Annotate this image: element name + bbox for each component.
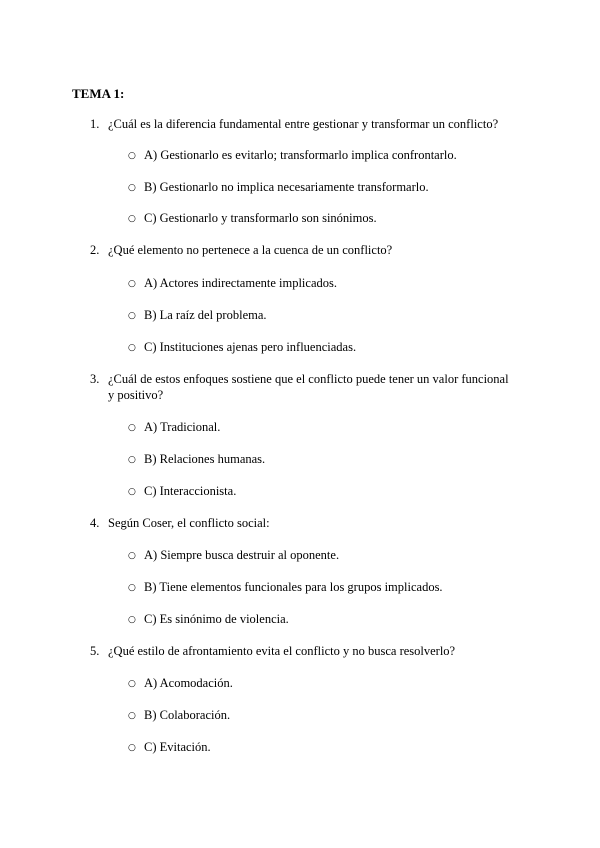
option-5b	[128, 707, 230, 725]
option-3c	[128, 483, 236, 501]
option-2b	[128, 307, 267, 325]
option-2c	[128, 339, 356, 357]
question-number: 1.	[90, 117, 100, 131]
option-text: B) Colaboración.	[144, 708, 231, 722]
option-1a	[128, 147, 457, 165]
question-text: ¿Cuál de estos enfoques sostiene que el conflicto puede tener un valor funcional y positivo?	[108, 372, 509, 402]
question-number: 4.	[90, 516, 100, 530]
circle-bullet-icon: ○	[128, 711, 136, 721]
question-text: Según Coser, el conflicto social:	[108, 516, 270, 530]
question-2	[90, 242, 510, 258]
option-text: C) Interaccionista.	[144, 484, 237, 498]
question-number: 5.	[90, 644, 100, 658]
option-text: C) Instituciones ajenas pero influenciadas.	[144, 340, 357, 354]
option-3a	[128, 419, 220, 437]
question-4	[90, 515, 510, 531]
option-text: C) Gestionarlo y transformarlo son sinónimos.	[144, 211, 377, 225]
option-1c	[128, 210, 377, 228]
circle-bullet-icon: ○	[128, 743, 136, 753]
question-text: ¿Qué elemento no pertenece a la cuenca de un conflicto?	[108, 243, 393, 257]
option-2a	[128, 275, 337, 293]
option-5a	[128, 675, 233, 693]
question-3	[90, 371, 510, 403]
circle-bullet-icon: ○	[128, 455, 136, 465]
circle-bullet-icon: ○	[128, 615, 136, 625]
question-text: ¿Qué estilo de afrontamiento evita el conflicto y no busca resolverlo?	[108, 644, 456, 658]
circle-bullet-icon: ○	[128, 214, 136, 224]
circle-bullet-icon: ○	[128, 151, 136, 161]
option-text: B) La raíz del problema.	[144, 308, 267, 322]
option-text: A) Siempre busca destruir al oponente.	[144, 548, 340, 562]
circle-bullet-icon: ○	[128, 487, 136, 497]
circle-bullet-icon: ○	[128, 311, 136, 321]
question-number: 2.	[90, 243, 100, 257]
circle-bullet-icon: ○	[128, 551, 136, 561]
circle-bullet-icon: ○	[128, 679, 136, 689]
circle-bullet-icon: ○	[128, 183, 136, 193]
option-text: B) Gestionarlo no implica necesariamente transformarlo.	[144, 180, 429, 194]
option-4b	[128, 579, 443, 597]
option-3b	[128, 451, 265, 469]
question-text: ¿Cuál es la diferencia fundamental entre gestionar y transformar un conflicto?	[108, 117, 499, 131]
option-text: C) Es sinónimo de violencia.	[144, 612, 289, 626]
option-5c	[128, 739, 211, 757]
circle-bullet-icon: ○	[128, 279, 136, 289]
option-1b	[128, 179, 429, 197]
option-text: B) Tiene elementos funcionales para los grupos implicados.	[144, 580, 443, 594]
option-text: A) Tradicional.	[144, 420, 221, 434]
circle-bullet-icon: ○	[128, 343, 136, 353]
question-number: 3.	[90, 372, 100, 386]
option-4c	[128, 611, 289, 629]
option-text: A) Actores indirectamente implicados.	[144, 276, 337, 290]
option-text: A) Gestionarlo es evitarlo; transformarlo implica confrontarlo.	[144, 148, 457, 162]
circle-bullet-icon: ○	[128, 583, 136, 593]
circle-bullet-icon: ○	[128, 423, 136, 433]
section-heading: TEMA 1:	[72, 86, 125, 101]
option-text: A) Acomodación.	[144, 676, 233, 690]
option-text: C) Evitación.	[144, 740, 211, 754]
option-4a	[128, 547, 339, 565]
question-1	[90, 116, 510, 132]
question-5	[90, 643, 510, 659]
option-text: B) Relaciones humanas.	[144, 452, 266, 466]
